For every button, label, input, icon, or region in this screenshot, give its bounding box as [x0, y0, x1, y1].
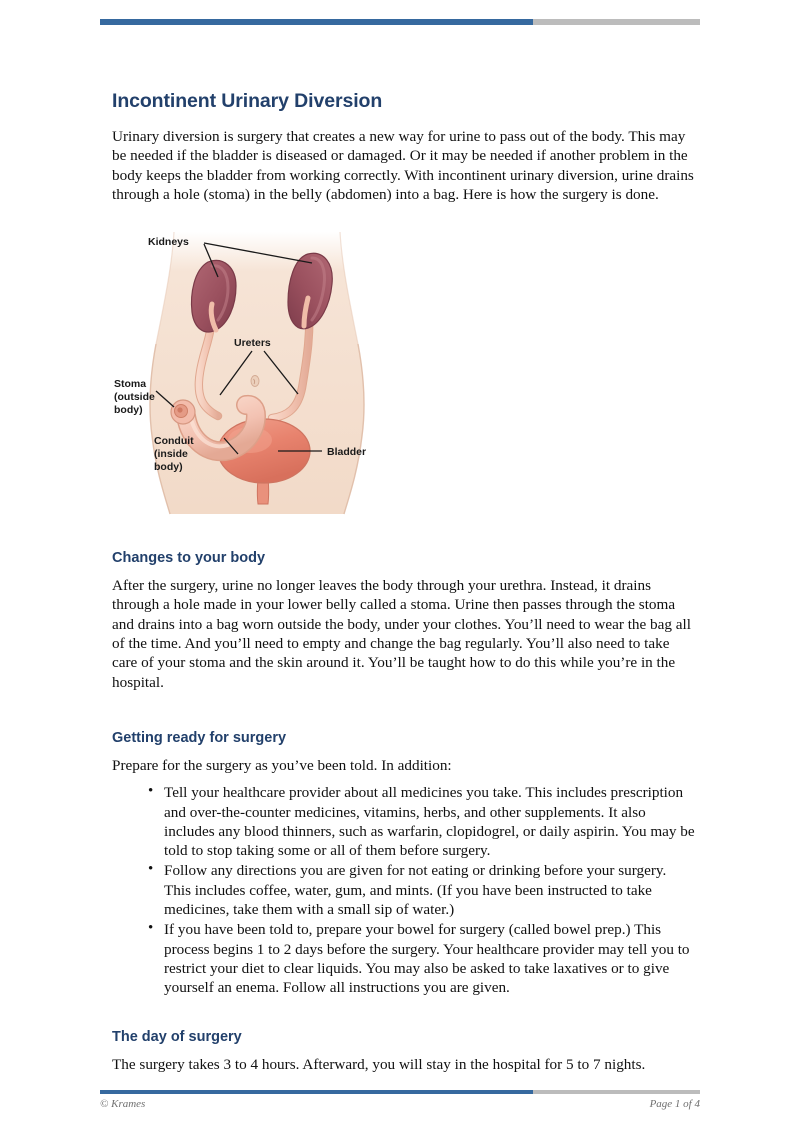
footer-page-number: Page 1 of 4	[649, 1098, 700, 1110]
navel-icon	[251, 376, 259, 387]
page-title: Incontinent Urinary Diversion	[112, 90, 383, 112]
list-item: • If you have been told to, prepare your bowel for surgery (called bowel prep.) This process begins 1 to 2 days before the surgery. Your healthcare provider may tell you to restrict your diet to clear liquids. You may also be asked to take laxatives or to give yourself an enema. Follow all instructions you are given.	[148, 920, 696, 997]
page-footer	[100, 1098, 700, 1110]
label-bladder: Bladder	[327, 446, 367, 459]
header-rule-blue-segment	[100, 19, 533, 25]
label-stoma-line1: Stoma	[114, 378, 147, 391]
section-heading: The day of surgery	[112, 1028, 242, 1045]
header-rule-grey-segment	[533, 19, 700, 25]
preparation-bullet-list	[112, 783, 696, 997]
label-kidneys: Kidneys	[148, 236, 189, 249]
section-changes-to-your-body	[112, 550, 696, 692]
label-conduit-line3: body)	[154, 461, 183, 474]
intro-paragraph: Urinary diversion is surgery that creates a new way for urine to pass out of the body. This may be needed if the bladder is diseased or damaged. Or it may be needed if another problem in the body keeps the bladder from working correctly. With incontinent urinary diversion, urine drains through a hole (stoma) in the belly (abdomen) into a bag. Here is how the surgery is done.	[112, 128, 694, 203]
header-rule	[100, 19, 700, 25]
footer-copyright: © Krames	[100, 1098, 146, 1110]
section-the-day-of-surgery	[112, 1029, 696, 1074]
footer-rule-grey-segment	[533, 1090, 700, 1094]
section-heading: Changes to your body	[112, 550, 266, 567]
anatomy-figure	[112, 226, 402, 516]
section-paragraph: The surgery takes 3 to 4 hours. Afterward, you will stay in the hospital for 5 to 7 nights.	[112, 1055, 646, 1073]
document-content	[112, 90, 696, 1082]
label-stoma-line3: body)	[114, 404, 143, 417]
figure-bottom-spacer	[112, 516, 696, 550]
list-item: • Follow any directions you are given for not eating or drinking before your surgery. This includes coffee, water, gum, and mints. (If you have been instructed to take medicines, take them with a small sip of water.)	[148, 861, 696, 919]
section-paragraph: Prepare for the surgery as you’ve been told. In addition:	[112, 756, 452, 774]
label-conduit-line1: Conduit	[154, 435, 194, 448]
section-paragraph: After the surgery, urine no longer leaves the body through your urethra. Instead, it drains through a hole made in your lower belly called a stoma. Urine then passes through the stoma and drains into a bag worn outside the body, under your clothes. You’ll need to wear the bag all of the time. And you’ll need to empty and change the bag regularly. You’ll also need to take care of your stoma and the skin around it. You’ll be taught how to do this while you’re in the hospital.	[112, 577, 691, 691]
label-ureters: Ureters	[234, 337, 271, 350]
section-heading: Getting ready for surgery	[112, 729, 287, 746]
section-spacer-1	[112, 700, 696, 730]
section-getting-ready-for-surgery	[112, 730, 696, 998]
section-spacer-2	[112, 999, 696, 1029]
label-conduit-line2: (inside	[154, 448, 188, 461]
footer-rule-blue-segment	[100, 1090, 533, 1094]
stoma-organ	[171, 400, 195, 424]
label-stoma-line2: (outside	[114, 391, 155, 404]
footer-rule	[100, 1090, 700, 1094]
list-item: • Tell your healthcare provider about all medicines you take. This includes prescription and over-the-counter medicines, vitamins, herbs, and other supplements. It also includes any blood thinners, such as warfarin, clopidogrel, or daily aspirin. You may be told to stop taking some or all of them before surgery.	[148, 783, 696, 860]
